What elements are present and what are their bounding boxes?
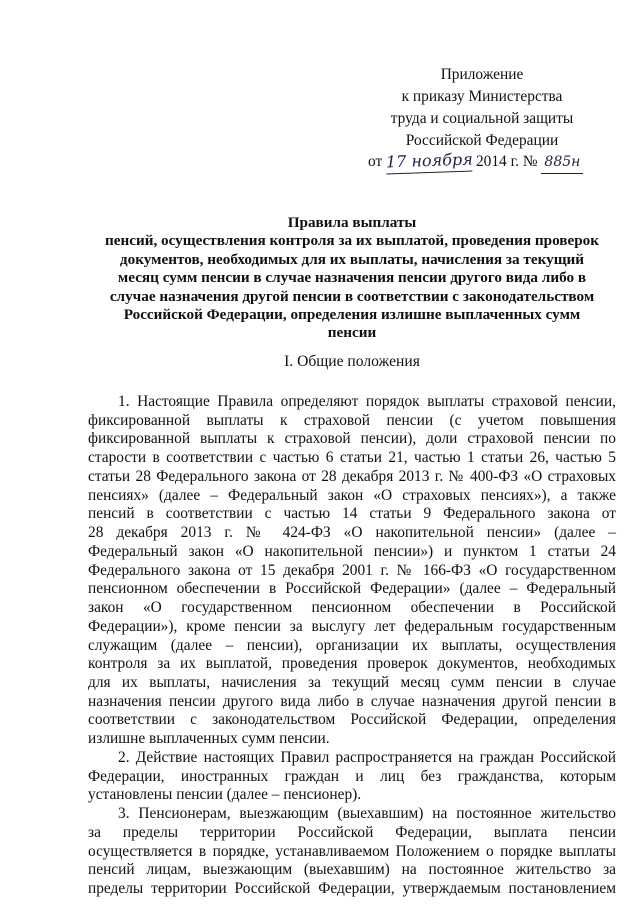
handwritten-date: 17 ноября: [386, 149, 473, 175]
body-line: фиксированной выплаты к страховой пенсии), доли страховой пенсии по: [88, 430, 616, 448]
title-line: месяц сумм пенсии в случае назначения пенсии другого вида либо в: [117, 269, 587, 287]
title-line: пенсии: [327, 324, 377, 342]
order-prefix: от: [368, 153, 383, 170]
body-line: статьи 28 Федерального закона от 28 декабря 2013 г. № 400-ФЗ «О страховых: [88, 467, 616, 485]
document-title: [88, 214, 616, 343]
title-line: документов, необходимых для их выплаты, начисления за текущий: [119, 250, 585, 268]
body-line: осуществляется в порядке, устанавливаемом Положением о порядке выплаты: [88, 842, 616, 860]
body-line: для их выплаты, начисления за текущий месяц сумм пенсии в случае: [88, 673, 616, 691]
order-reference: [368, 150, 583, 174]
title-line: Правила выплаты: [287, 214, 417, 231]
body-line: служащим (далее – пенсии), организации их выплаты, осуществления: [88, 636, 616, 654]
body-line: контроля за их выплатой, проведения проверок документов, необходимых: [88, 655, 616, 673]
body-line: Федерации, иностранных граждан и лиц без гражданства, которым: [88, 767, 616, 785]
body-line: старости в соответствии с частью 6 статьи 21, частью 1 статьи 26, частью 5: [88, 449, 616, 467]
body-line: излишне выплаченных сумм пенсии.: [88, 730, 330, 748]
body-line: 1. Настоящие Правила определяют порядок выплаты страховой пенсии,: [118, 393, 616, 410]
body-line: пенсий лицам, выезжающим (выехавшим) на постоянное жительство за: [88, 861, 616, 879]
body-line: Федерального закона от 15 декабря 2001 г. № 166-ФЗ «О государственном: [88, 561, 616, 579]
body-line: пенсионном обеспечении в Российской Федерации» (далее – Федеральный: [88, 580, 616, 598]
body-line: назначения пенсии другого вида либо в случае назначения другой пенсии в: [88, 692, 616, 710]
title-line: пенсий, осуществления контроля за их выплатой, проведения проверок: [104, 232, 600, 250]
body-line: установлены пенсии (далее – пенсионер).: [88, 786, 362, 804]
title-line: случае назначения другой пенсии в соответствии с законодательством: [109, 287, 595, 305]
annex-header: [362, 64, 602, 152]
body-line: 28 декабря 2013 г. № 424-ФЗ «О накопительной пенсии» (далее –: [88, 524, 616, 542]
section-heading: I. Общие положения: [284, 353, 420, 370]
body-line: пенсиях» (далее – Федеральный закон «О страховых пенсиях»), а также: [88, 486, 616, 504]
number-sign: №: [522, 153, 538, 170]
body-line: фиксированной выплаты к страховой пенсии (с учетом повышения: [88, 411, 616, 429]
annex-line: труда и социальной защиты: [390, 110, 574, 127]
title-line: Российской Федерации, определения излишне выплаченных сумм: [123, 306, 581, 324]
order-year: 2014 г.: [475, 153, 519, 170]
annex-line: к приказу Министерства: [401, 88, 563, 105]
body-line: за пределы территории Российской Федерации, выплата пенсии: [88, 823, 616, 841]
annex-line: Российской Федерации: [405, 132, 559, 149]
body-line: пенсий в соответствии с частью 14 статьи 9 Федерального закона от: [88, 505, 616, 523]
handwritten-number: 885н: [541, 151, 583, 174]
body-line: 2. Действие настоящих Правил распространяется на граждан Российской: [118, 748, 616, 766]
body-line: 3. Пенсионерам, выезжающим (выехавшим) на постоянное жительство: [118, 805, 616, 823]
annex-line: Приложение: [440, 66, 524, 83]
body-line: соответствии с законодательством Российской Федерации, определения: [88, 711, 616, 729]
body-line: пределы территории Российской Федерации, утверждаемым постановлением: [88, 880, 616, 897]
body-line: закон «О государственном пенсионном обеспечении в Российской: [88, 599, 616, 617]
body-line: Федерации»), кроме пенсии за выслугу лет федеральным государственным: [88, 617, 616, 635]
body-line: Федеральный закон «О накопительной пенсии») и пунктом 1 статьи 24: [88, 542, 616, 560]
